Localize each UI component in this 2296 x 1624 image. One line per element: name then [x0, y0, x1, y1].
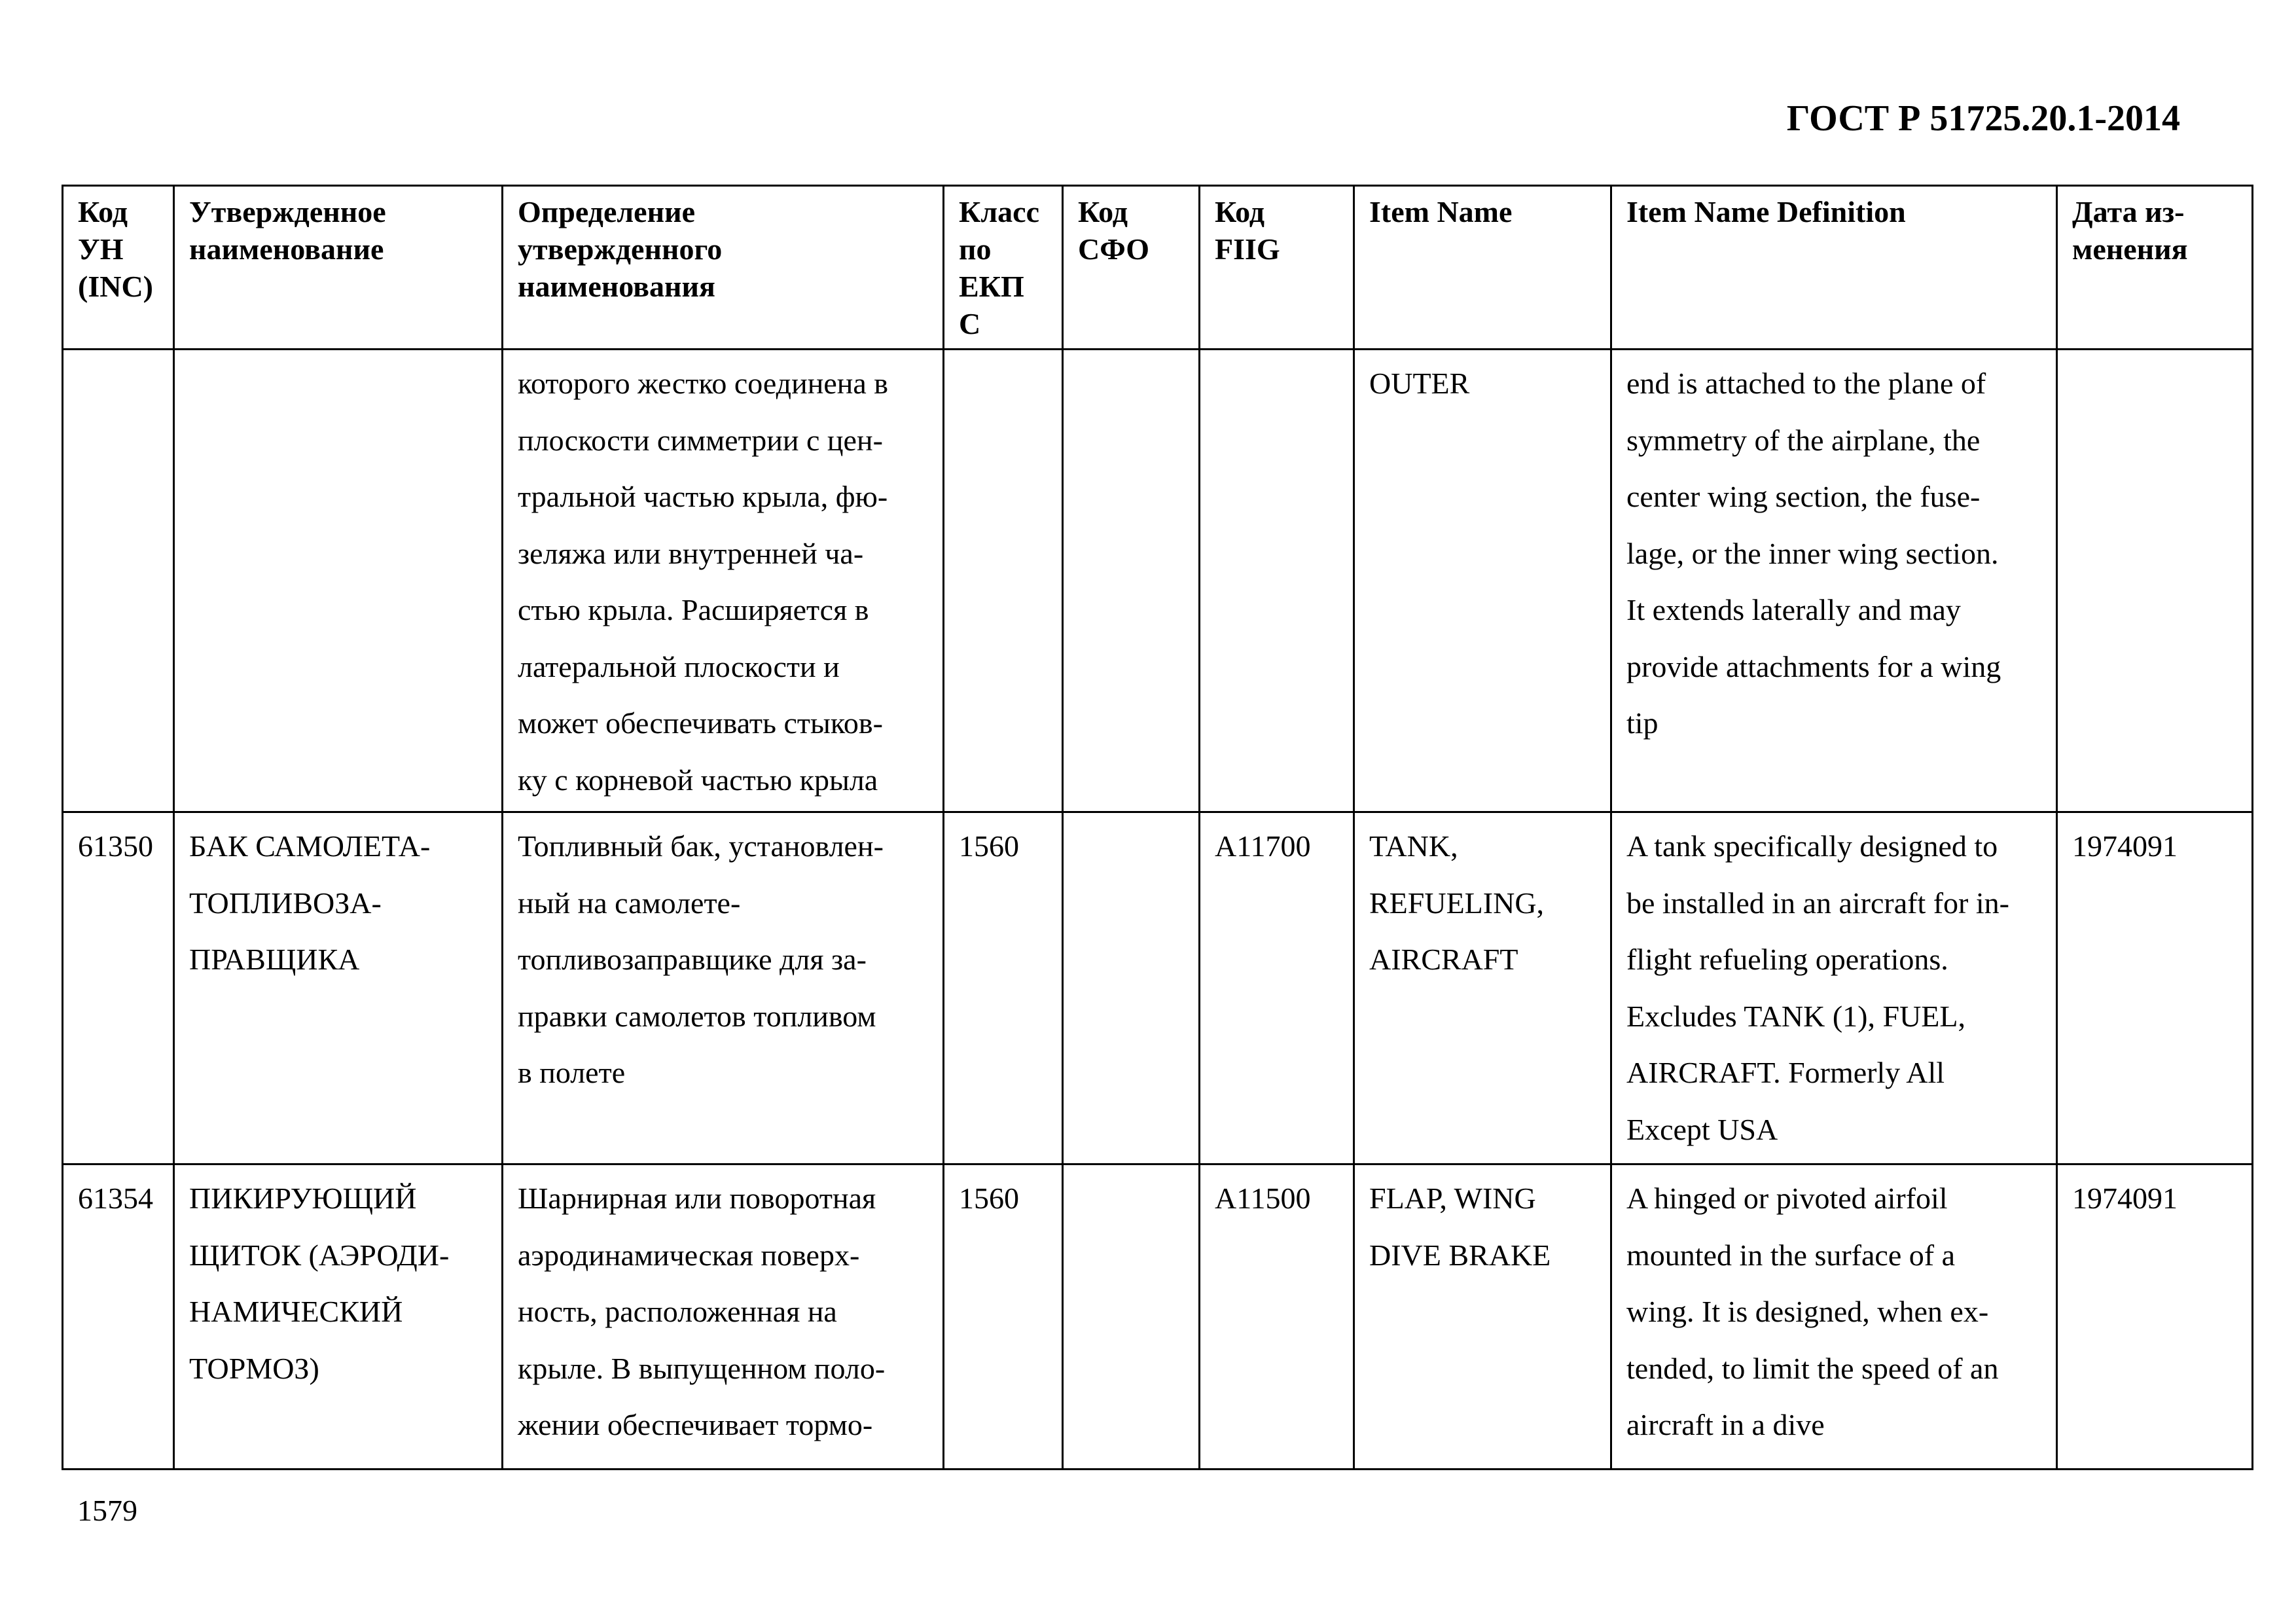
- page-number: 1579: [77, 1494, 137, 1527]
- cell-inc-code: [63, 350, 174, 812]
- cell-class: 1560: [944, 1164, 1063, 1470]
- cell-change-date: 1974091: [2057, 812, 2253, 1164]
- cell-item-name: TANK, REFUELING, AIRCRAFT: [1354, 812, 1611, 1164]
- cell-item-name-definition: A hinged or pivoted airfoil mounted in the surface of a wing. It is designed, when ex- tended, to limit the speed of an aircraft in a dive: [1611, 1164, 2057, 1470]
- cell-sfo-code: [1063, 1164, 1200, 1470]
- cell-sfo-code: [1063, 812, 1200, 1164]
- cell-approved-name: БАК САМОЛЕТА- ТОПЛИВОЗА- ПРАВЩИКА: [174, 812, 503, 1164]
- cell-fiig-code: [1200, 350, 1354, 812]
- cell-item-name: FLAP, WING DIVE BRAKE: [1354, 1164, 1611, 1470]
- cell-definition: которого жестко соединена в плоскости симметрии с цен- тральной частью крыла, фю- зеляжа или внутренней ча- стью крыла. Расширяется в латеральной плоскости и может обеспечивать стыков- ку с корневой частью крыла: [503, 350, 944, 812]
- cell-item-name-definition: A tank specifically designed to be installed in an aircraft for in- flight refueling operations. Excludes TANK (1), FUEL, AIRCRAFT. Formerly All Except USA: [1611, 812, 2057, 1164]
- table-header-row: [63, 186, 2253, 350]
- column-header-item-name-definition: Item Name Definition: [1611, 186, 2057, 350]
- column-header-definition: Определение утвержденного наименования: [503, 186, 944, 350]
- cell-approved-name: ПИКИРУЮЩИЙ ЩИТОК (АЭРОДИ- НАМИЧЕСКИЙ ТОРМОЗ): [174, 1164, 503, 1470]
- cell-definition: Топливный бак, установлен- ный на самолете- топливозаправщике для за- правки самолетов топливом в полете: [503, 812, 944, 1164]
- table-row: [63, 350, 2253, 812]
- cell-sfo-code: [1063, 350, 1200, 812]
- cell-fiig-code: A11700: [1200, 812, 1354, 1164]
- cell-class: 1560: [944, 812, 1063, 1164]
- cell-fiig-code: A11500: [1200, 1164, 1354, 1470]
- cell-inc-code: 61350: [63, 812, 174, 1164]
- column-header-sfo-code: Код СФО: [1063, 186, 1200, 350]
- table-row: [63, 812, 2253, 1164]
- column-header-change-date: Дата из- менения: [2057, 186, 2253, 350]
- cell-inc-code: 61354: [63, 1164, 174, 1470]
- cell-approved-name: [174, 350, 503, 812]
- column-header-approved-name: Утвержденное наименование: [174, 186, 503, 350]
- document-standard-number: ГОСТ Р 51725.20.1-2014: [1786, 98, 2180, 139]
- column-header-inc-code: Код УН (INC): [63, 186, 174, 350]
- column-header-class: Класс по ЕКП С: [944, 186, 1063, 350]
- cell-item-name-definition: end is attached to the plane of symmetry of the airplane, the center wing section, the fuse- lage, or the inner wing section. It extends laterally and may provide attachments for a wing tip: [1611, 350, 2057, 812]
- cell-definition: Шарнирная или поворотная аэродинамическая поверх- ность, расположенная на крыле. В выпущенном поло- жении обеспечивает тормо-: [503, 1164, 944, 1470]
- column-header-item-name: Item Name: [1354, 186, 1611, 350]
- column-header-fiig-code: Код FIIG: [1200, 186, 1354, 350]
- cell-class: [944, 350, 1063, 812]
- cell-change-date: [2057, 350, 2253, 812]
- nomenclature-table: [62, 185, 2253, 1470]
- cell-change-date: 1974091: [2057, 1164, 2253, 1470]
- cell-item-name: OUTER: [1354, 350, 1611, 812]
- table-row: [63, 1164, 2253, 1470]
